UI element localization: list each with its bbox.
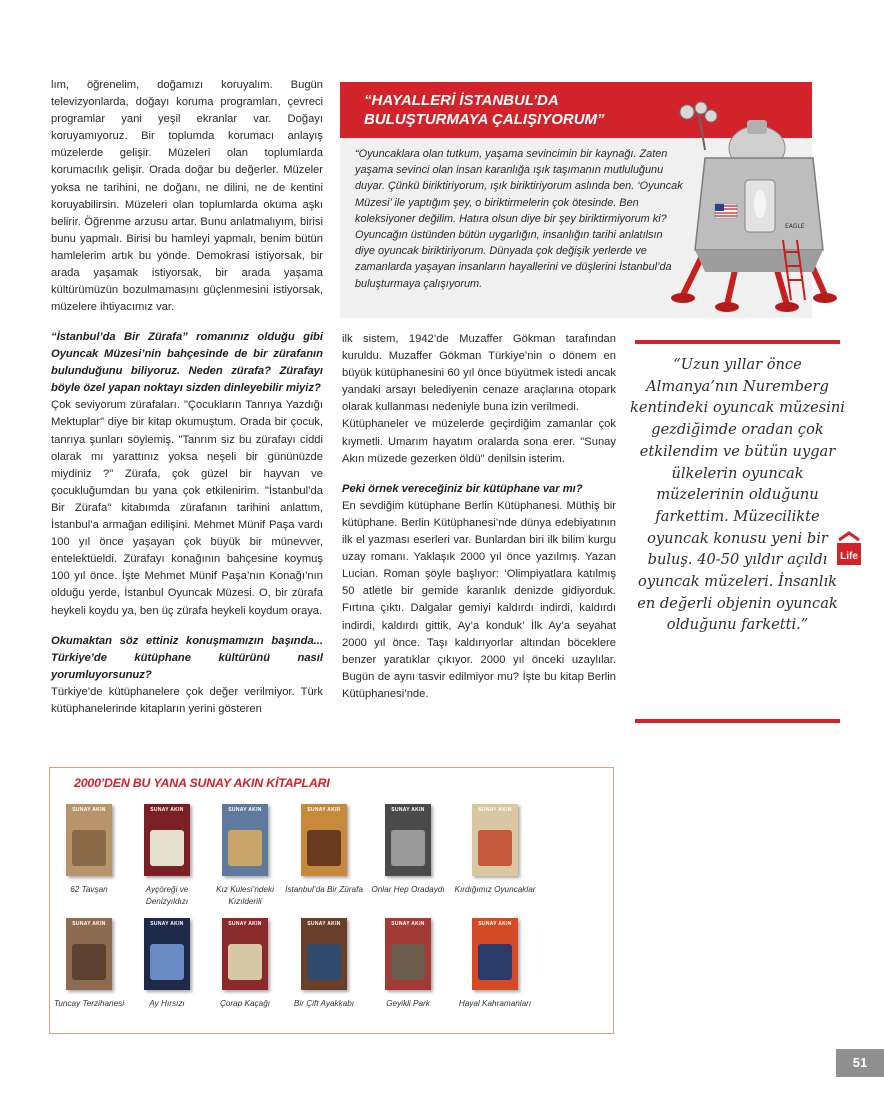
book-cover-art	[307, 944, 341, 980]
book-cover	[472, 918, 518, 990]
book-cover-art	[307, 830, 341, 866]
answer-library-culture: Türkiye’de kütüphanelere çok değer verilmiyor. Türk kütüphanelerinde kitapların yerini gösteren	[51, 685, 323, 715]
book-cover-author: SUNAY AKIN	[150, 807, 184, 813]
question-example-library: Peki örnek vereceğiniz bir kütüphane var mı?	[342, 482, 583, 495]
book-item	[282, 918, 366, 1010]
book-cover-author: SUNAY AKIN	[478, 921, 512, 927]
answer-example-library: En sevdiğim kütüphane Berlin Kütüphanesi. Müthiş bir kütüphane. Berlin Kütüphanesi’nde dünya edebiyatının ilk el yazması eserleri var. Bunlardan biri ilk bilim kurgu uzay romanı. Yaklaşık 2000 yıl önce yazılmış. Yazan Lucian. Roman şöyle başlıyor: ‘Olimpiyatlara katılmış 50 atletle bir gemide karanlık denizde gidiyorduk. Fırtına çıktı. Dalgalar gemiyi kaldırdı indirdi, kaldırdı indirdi, kaldırdı gittik, Ay’a konduk’ İlk Ay’a seyahat 2000 yıl önce. Taşı kaldırıyorlar altından böceklere benzer yaratıklar çıkıyor. 2000 yıl önceki uzaylılar. Bugün de aynı tasvir edilmiyor mu? İşte bu kitap Berlin Kütüphanesi’nde.	[342, 499, 616, 700]
book-cover-author: SUNAY AKIN	[307, 807, 341, 813]
book-cover	[385, 804, 431, 876]
book-item	[366, 918, 450, 1010]
book-caption: Geyikli Park	[386, 999, 430, 1008]
book-cover	[301, 918, 347, 990]
question-giraffe: “İstanbul’da Bir Zürafa” romanınız olduğu gibi Oyuncak Müzesi’nin bahçesinde de bir zürafanın bulunduğunu biliyoruz. Neden zürafa? Zürafayı böyle özel yapan noktayı sizden dinleyebilir miyiz?	[51, 331, 323, 395]
callout-body: “Oyuncaklara olan tutkum, yaşama sevincimin bir kaynağı. Zaten yaşama sevinci olan insan karanlığa ışık taşımanın mutluluğunu duyar. Çünkü biriktiriyorum, ışık biriktiriyorum aslında ben. ‘Oyuncak Müzesi’ ile yaptığım şey, o biriktirmelerin çok ötesinde. Ben koleksiyoner değilim. Hatıra olsun diye bir şey biriktirmiyorum ki? Oyuncağın üstünden bütün uygarlığın, insanlığın tarihi anlatılsın diye oyuncak biriktiriyorum. Dünyada çok değişik yerlerde ve zamanlarda yaşayan insanların hayallerini ve düşlerini İstanbul’da buluşturmaya çalışıyorum.	[355, 148, 683, 290]
pullquote-bottom-rule	[635, 719, 840, 723]
book-cover-author: SUNAY AKIN	[72, 807, 106, 813]
book-item	[125, 918, 209, 1010]
book-cover-author: SUNAY AKIN	[72, 921, 106, 927]
book-cover	[144, 918, 190, 990]
book-cover-author: SUNAY AKIN	[228, 807, 262, 813]
book-item	[125, 804, 209, 908]
book-cover-art	[478, 944, 512, 980]
paragraph: ilk sistem, 1942’de Muzaffer Gökman tarafından kuruldu. Muzaffer Gökman Türkiye’nin o dönem en büyük kütüphanesini 60 yıl önce büyütmek istedi ancak yandaki arsayı belediyenin cenaze araçlarına otopark olarak kullanması nedeniyle buna izin verilmedi.	[342, 333, 616, 414]
book-cover	[144, 804, 190, 876]
logo-text: Life	[840, 551, 858, 562]
book-item	[453, 918, 537, 1010]
question-library-culture: Okumaktan söz ettiniz konuşmamızın başında... Türkiye’de kütüphane kültürünü nasıl yorumluyorsunuz?	[51, 634, 323, 681]
book-caption: Bir Çift Ayakkabı	[293, 999, 355, 1008]
books-box	[49, 767, 614, 1034]
book-item	[203, 918, 287, 1010]
books-title: 2000’DEN BU YANA SUNAY AKIN KİTAPLARI	[74, 776, 330, 790]
book-cover-author: SUNAY AKIN	[478, 807, 512, 813]
life-magazine-logo	[836, 530, 862, 570]
book-caption: Hayal Kahramanları	[458, 999, 532, 1008]
book-cover-art	[150, 830, 184, 866]
book-caption: 62 Tavşan	[70, 885, 108, 894]
book-item	[203, 804, 287, 908]
robot-label: EAGLE	[785, 223, 805, 230]
book-cover	[472, 804, 518, 876]
page-number: 51	[836, 1049, 884, 1077]
book-caption: İstanbul’da Bir Zürafa	[285, 885, 363, 894]
toy-robot-image	[665, 100, 845, 315]
paragraph: Kütüphaneler ve müzelerde geçirdiğim zamanlar çok kıymetli. Umarım hayatım oralarda sona erer. "Sunay Akın müzede gezerken öldü" denilsin isterim.	[342, 418, 616, 465]
book-cover-art	[391, 830, 425, 866]
book-cover-author: SUNAY AKIN	[228, 921, 262, 927]
book-caption: Kız Kulesi’ndeki Kızılderili	[216, 885, 274, 906]
book-item	[366, 804, 450, 896]
article-column-1-bottom	[51, 329, 323, 718]
pullquote-top-rule	[635, 340, 840, 344]
book-cover-author: SUNAY AKIN	[150, 921, 184, 927]
book-caption: Ayçöreği ve Denizyıldızı	[145, 885, 189, 906]
book-caption: Onlar Hep Oradaydı	[371, 885, 445, 894]
book-caption: Tuncay Terzihanesi	[53, 999, 125, 1008]
book-item	[282, 804, 366, 896]
book-caption: Ay Hırsızı	[149, 999, 185, 1008]
book-cover	[66, 804, 112, 876]
book-cover-art	[478, 830, 512, 866]
book-cover-art	[72, 944, 106, 980]
book-cover	[301, 804, 347, 876]
book-cover-author: SUNAY AKIN	[391, 921, 425, 927]
pullquote: “Uzun yıllar önce Almanya’nın Nuremberg kentindeki oyuncak müzesini gezdiğimde oradan çok etkilendim ve bütün uygar ülkelerin oyuncak müzelerinin olduğunu farkettim. Müzecilikte oyuncak konusu yeni bir buluş. 40-50 yıldır açıldı oyuncak müzeleri. İnsanlık en değerli objenin oyuncak olduğunu farketti.”	[630, 356, 845, 634]
book-item	[47, 918, 131, 1010]
article-column-2	[342, 331, 616, 703]
book-cover	[222, 804, 268, 876]
answer-giraffe: Çok seviyorum zürafaları. "Çocukların Tanrıya Yazdığı Mektuplar" diye bir kitap okumuştum. Orada bir çocuk, tanrıya şunları söylemiş. "Tanrım siz bu zürafayı ciddi olarak mı yarattınız yoksa neşeli bir gününüzde miydiniz ?" Zürafa, çok güzel bir hayvan ve çocukluğumdan bu yana çok etkilenirim. "İstanbul’da Bir Zürafa" kitabımda zürafanın tarihini anlattım, İstanbul’a armağan edilişini. Mehmet Münif Paşa vardı 100 yıl önce yaşayan çok büyük bir münevver, entelektüeldi. Zürafayı konağının bahçesine koymuş 100 yıl önce. İşte Mehmet Münif Paşa’nın Konağı’nın olduğu yerde, İstanbul Oyuncak Müzesi. O, bir zürafa heykeli koydu ya, ben üç zürafa heykeli koydum oraya.	[51, 399, 323, 617]
book-cover	[385, 918, 431, 990]
callout-title: “HAYALLERİ İSTANBUL’DA BULUŞTURMAYA ÇALIŞIYORUM”	[364, 92, 605, 128]
article-column-1-top	[51, 77, 323, 316]
book-cover-art	[391, 944, 425, 980]
book-item	[453, 804, 537, 896]
book-caption: Kırdığımız Oyuncaklar	[454, 885, 536, 894]
book-cover	[66, 918, 112, 990]
book-item	[47, 804, 131, 896]
book-cover-art	[150, 944, 184, 980]
book-cover-art	[228, 944, 262, 980]
book-caption: Çorap Kaçağı	[219, 999, 271, 1008]
book-cover-author: SUNAY AKIN	[391, 807, 425, 813]
paragraph: lım, öğrenelim, doğamızı koruyalım. Bugün televizyonlarda, doğayı koruma programları, çevreci programlar yani yeşil ekranlar var. Doğayı koruyamıyoruz. Bir toplumda korumacı anlayış müzelerde gelişir. Müzeleri olan toplumlarda korumacılık gelişir. Orada doğar bu değerler. Müzeler yoksa ne tarihini, ne doğanı, ne dilini, ne de kentini koruyabilirsin. Müzeleri olan toplumlarda okuma aşkı belirir. Öğrenme arzusu artar. Bunu anlatmalıyım, birisi bunu yapmalı. Birisi bu hamleyi yapmalı, benim bütün hamlelerim artık bu yönde. Demokrasi istiyorsak, bir arada yaşamak istiyorsak, bir arada yaşama kültürümüzün bozulmamasını güçlenmesini istiyorsak, müzelere ihtiyacımız var.	[51, 79, 323, 314]
book-cover-art	[72, 830, 106, 866]
book-cover	[222, 918, 268, 990]
book-cover-art	[228, 830, 262, 866]
book-cover-author: SUNAY AKIN	[307, 921, 341, 927]
